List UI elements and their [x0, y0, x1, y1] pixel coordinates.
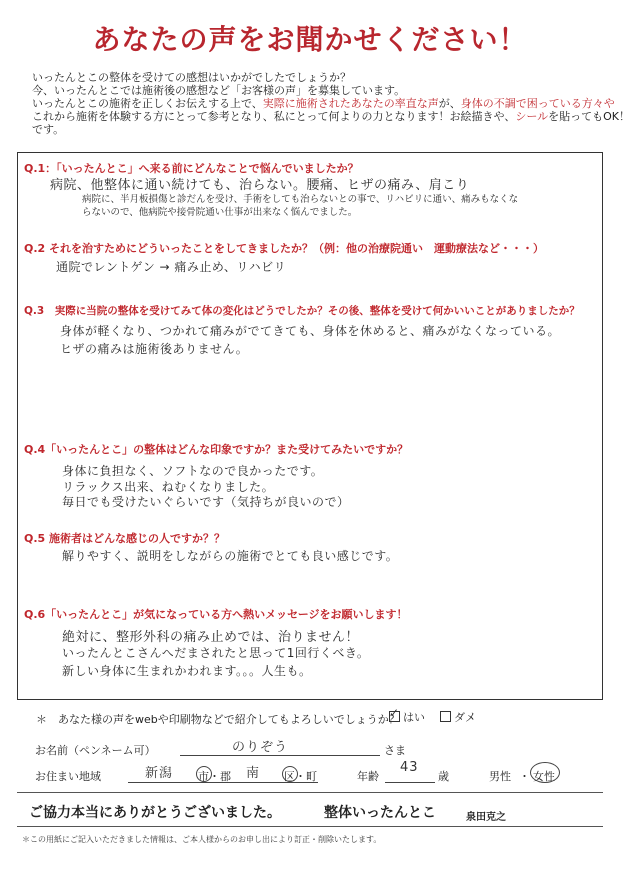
- intro-line: です。: [32, 123, 65, 136]
- answer-2-line-1: 通院でレントゲン → 痛み止め、リハビリ: [56, 260, 287, 274]
- city-label: 市・郡: [198, 770, 231, 783]
- ward-circle-mark: [282, 766, 298, 782]
- age-underline: [385, 782, 435, 783]
- shop-name: 整体いったんとこ: [324, 805, 436, 821]
- consent-no-label: ダメ: [454, 711, 476, 724]
- page-title: あなたの声をお聞かせください！: [92, 23, 528, 56]
- answer-6-line-3: 新しい身体に生まれかわれます。。。人生も。: [62, 664, 312, 678]
- consent-yes-label: はい: [403, 711, 425, 724]
- answer-5-line-1: 解りやすく、説明をしながらの施術でとても良い感じです。: [62, 549, 399, 563]
- checkbox-empty-icon[interactable]: [440, 711, 451, 722]
- question-2: Q.2 それを治すためにどういったことをしてきましたか？（例：他の治療院通い 運動療法など・・・）: [24, 242, 545, 255]
- answer-4-line-2: リラックス出来、ねむくなりました。: [62, 480, 275, 494]
- answer-6-line-1: 絶対に、整形外科の痛み止めでは、治りません！: [62, 630, 360, 645]
- female-circle-mark: [530, 762, 560, 783]
- consent-no-option[interactable]: [440, 709, 476, 725]
- footer-divider: [17, 792, 603, 793]
- answer-1-line-1: 病院、他整体に通い続けても、治らない。腰痛、ヒザの痛み、肩こり: [50, 178, 470, 193]
- age-label: 年齢: [357, 770, 379, 783]
- checkbox-checked-icon[interactable]: [389, 711, 400, 722]
- gender-separator: ・: [519, 770, 530, 783]
- question-6: Q.6「いったんとこ」が気になっている方へ熱いメッセージをお願いします！: [24, 608, 408, 621]
- address-label: お住まい地域: [35, 770, 101, 783]
- gender-male-option[interactable]: 男性: [489, 770, 511, 783]
- answer-3-line-2: ヒザの痛みは施術後ありません。: [60, 342, 249, 356]
- question-5: Q.5 施術者はどんな感じの人ですか？？: [24, 532, 226, 545]
- name-label: お名前（ペンネーム可）: [35, 744, 156, 757]
- question-4: Q.4「いったんとこ」の整体はどんな印象ですか？また受けてみたいですか？: [24, 443, 409, 456]
- gender-female-option[interactable]: 女性: [533, 770, 555, 783]
- consent-question: ＊ あなた様の声をwebや印刷物などで紹介してもよろしいでしょうか？: [36, 713, 400, 726]
- address-value[interactable]: 新潟: [145, 766, 174, 781]
- answer-1-line-2: 病院に、半月板損傷と診だんを受け、手術をしても治らないとの事で、リハビリに通い、痛みもなくな: [82, 194, 519, 205]
- privacy-note: ＊この用紙にご記入いただきました情報は、ご本人様からのお申し出により訂正・削除いたします。: [22, 835, 382, 844]
- city-circle-mark: [196, 766, 212, 782]
- answer-3-line-1: 身体が軽くなり、つかれて痛みがでてきても、身体を休めると、痛みがなくなっている。: [60, 324, 561, 338]
- intro-line: 今、いったんとこでは施術後の感想など「お客様の声」を募集しています。: [32, 84, 406, 97]
- answer-4-line-1: 身体に負担なく、ソフトなので良かったです。: [62, 464, 324, 478]
- consent-yes-option[interactable]: [389, 709, 425, 725]
- ward-label: 区・町: [284, 770, 317, 783]
- name-underline: [180, 755, 380, 756]
- name-value[interactable]: のりぞう: [232, 740, 289, 755]
- thanks-message: ご協力本当にありがとうございました。: [29, 805, 281, 821]
- question-1: Q.1：「いったんとこ」へ来る前にどんなことで悩んでいましたか？: [24, 162, 359, 175]
- question-3: Q.3 実際に当院の整体を受けてみて体の変化はどうでしたか？その後、整体を受けて何かいいことがありましたか？: [24, 305, 580, 317]
- age-suffix: 歳: [438, 770, 449, 783]
- owner-name: 泉田克之: [466, 812, 506, 823]
- intro-line: これから施術を体験する方にとって参考となり、私にとって何よりの力となります！お絵描きや、シールを貼ってもOK！: [32, 110, 630, 123]
- age-value[interactable]: 43: [400, 760, 419, 775]
- ward-value[interactable]: 南: [246, 766, 261, 781]
- intro-text: [32, 71, 630, 136]
- name-suffix: さま: [384, 744, 406, 757]
- answer-4-line-3: 毎日でも受けたいぐらいです（気持ちが良いので）: [62, 495, 350, 509]
- intro-line: いったんとこの施術を正しくお伝えする上で、実際に施術されたあなたの率直な声が、身体の不調で困っている方々や: [32, 97, 615, 110]
- footer-divider-2: [17, 826, 603, 827]
- answer-1-line-3: らないので、他病院や接骨院通い仕事が出来なく悩んでました。: [82, 207, 358, 218]
- answer-6-line-2: いったんとこさんへだまされたと思って1回行くべき。: [62, 646, 370, 660]
- intro-line: いったんとこの整体を受けての感想はいかがでしたでしょうか？: [32, 71, 351, 84]
